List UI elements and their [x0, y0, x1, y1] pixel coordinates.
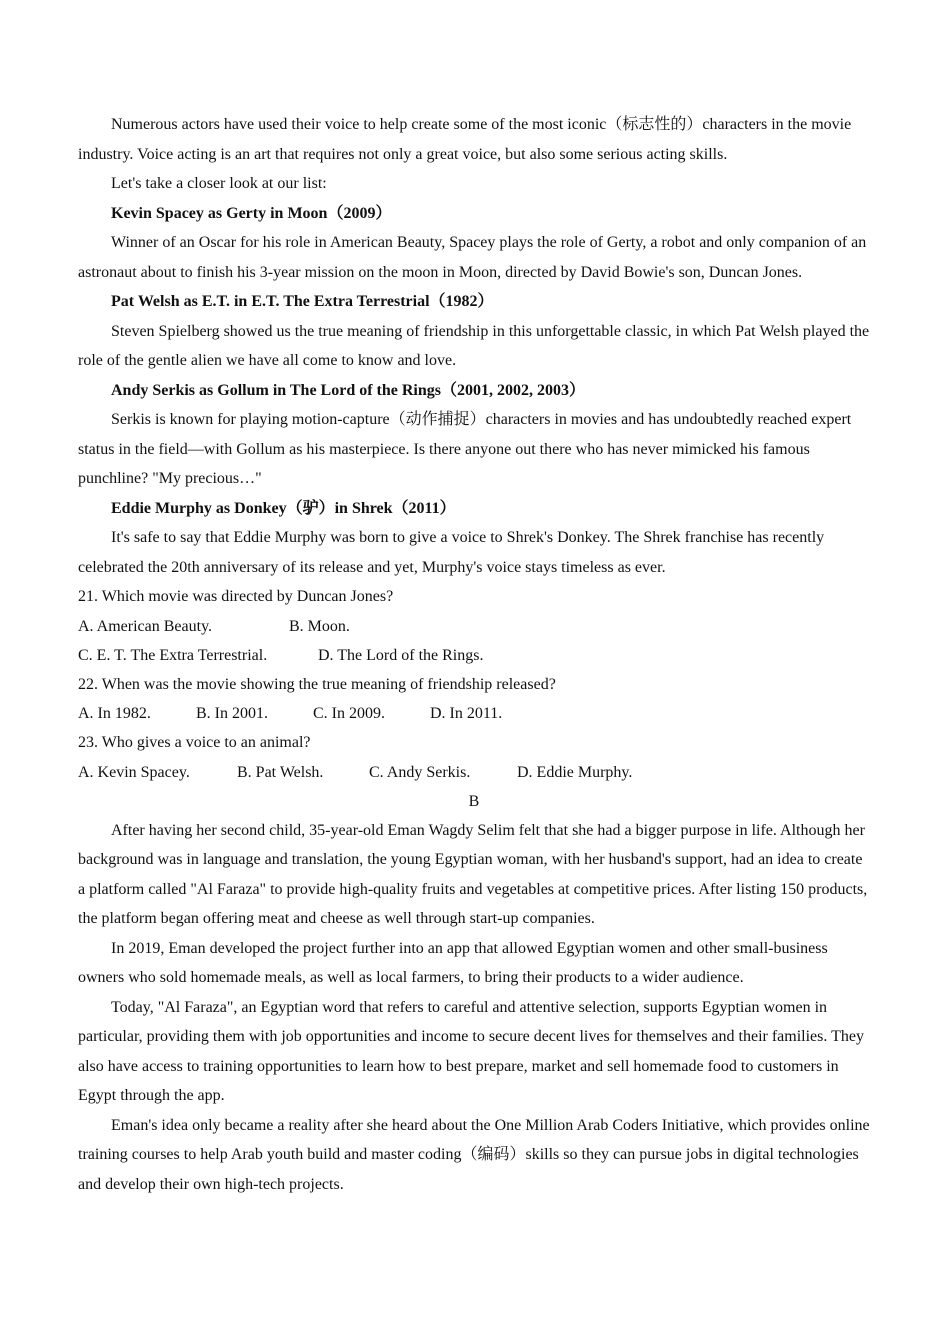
passage-a-intro: Numerous actors have used their voice to help create some of the most iconic（标志性的）characters in the movie industry. Voice acting is an art that requires not only a great voice, but also some serious acting skills. — [78, 116, 852, 163]
option: B. Pat Welsh. — [237, 763, 324, 781]
options-row — [78, 699, 870, 728]
entry-body: It's safe to say that Eddie Murphy was born to give a voice to Shrek's Donkey. The Shrek franchise has recently celebrated the 20th anniversary of its release and yet, Murphy's voice stays timeless as ever. — [78, 529, 825, 576]
option: D. The Lord of the Rings. — [318, 646, 484, 664]
options-row — [78, 641, 870, 670]
question-stem: 22. When was the movie showing the true meaning of friendship released? — [78, 675, 556, 693]
entry-heading: Eddie Murphy as Donkey（驴）in Shrek（2011） — [111, 499, 456, 517]
options-row — [78, 758, 870, 787]
passage-a-list-intro: Let's take a closer look at our list: — [111, 175, 327, 192]
option: D. Eddie Murphy. — [517, 763, 633, 781]
entry-body: Steven Spielberg showed us the true meaning of friendship in this unforgettable classic, in which Pat Welsh played the role of the gentle alien we have all come to know and love. — [78, 322, 870, 369]
option: C. Andy Serkis. — [369, 763, 471, 781]
passage-b-paragraph: In 2019, Eman developed the project further into an app that allowed Egyptian women and other small-business owners who sold homemade meals, as well as local farmers, to bring their products to a wider audience. — [78, 939, 828, 986]
passage-b-label: B — [468, 792, 480, 810]
document-page — [78, 110, 870, 1199]
entry-body: Winner of an Oscar for his role in American Beauty, Spacey plays the role of Gerty, a robot and only companion of an astronaut about to finish his 3-year mission on the moon in Moon, directed by David Bowie's son, Duncan Jones. — [78, 234, 867, 281]
option: A. American Beauty. — [78, 617, 213, 635]
option: A. Kevin Spacey. — [78, 763, 190, 781]
option: D. In 2011. — [430, 705, 503, 722]
options-row — [78, 612, 870, 641]
option: B. Moon. — [289, 617, 350, 635]
entry-heading: Andy Serkis as Gollum in The Lord of the Rings（2001, 2002, 2003） — [111, 381, 585, 399]
passage-b-paragraph: After having her second child, 35-year-old Eman Wagdy Selim felt that she had a bigger purpose in life. Although her background was in language and translation, the young Egyptian woman, with her husband's support, had an idea to create a platform called "Al Faraza" to provide high-quality fruits and vegetables at competitive prices. After listing 150 products, the platform began offering meat and cheese as well through start-up companies. — [78, 821, 868, 927]
option: B. In 2001. — [196, 705, 268, 722]
option: C. In 2009. — [313, 705, 385, 722]
question-stem: 23. Who gives a voice to an animal? — [78, 734, 311, 751]
passage-b-paragraph: Eman's idea only became a reality after she heard about the One Million Arab Coders Initiative, which provides online training courses to help Arab youth build and master coding（编码）skills so they can pursue jobs in digital technologies and develop their own high-tech projects. — [78, 1116, 870, 1193]
option: C. E. T. The Extra Terrestrial. — [78, 646, 268, 664]
passage-b-paragraph: Today, "Al Faraza", an Egyptian word that refers to careful and attentive selection, supports Egyptian women in particular, providing them with job opportunities and income to secure decent lives for themselves and their families. They also have access to training opportunities to learn how to best prepare, market and sell homemade food to customers in Egypt through the app. — [78, 998, 864, 1104]
question-stem: 21. Which movie was directed by Duncan Jones? — [78, 588, 394, 605]
entry-body: Serkis is known for playing motion-capture（动作捕捉）characters in movies and has undoubtedly reached expert status in the field—with Gollum as his masterpiece. Is there anyone out there who has never mimicked his famous punchline? "My precious…" — [78, 411, 852, 487]
entry-heading: Kevin Spacey as Gerty in Moon（2009） — [111, 204, 392, 222]
option: A. In 1982. — [78, 705, 151, 722]
entry-heading: Pat Welsh as E.T. in E.T. The Extra Terrestrial（1982） — [111, 293, 494, 310]
